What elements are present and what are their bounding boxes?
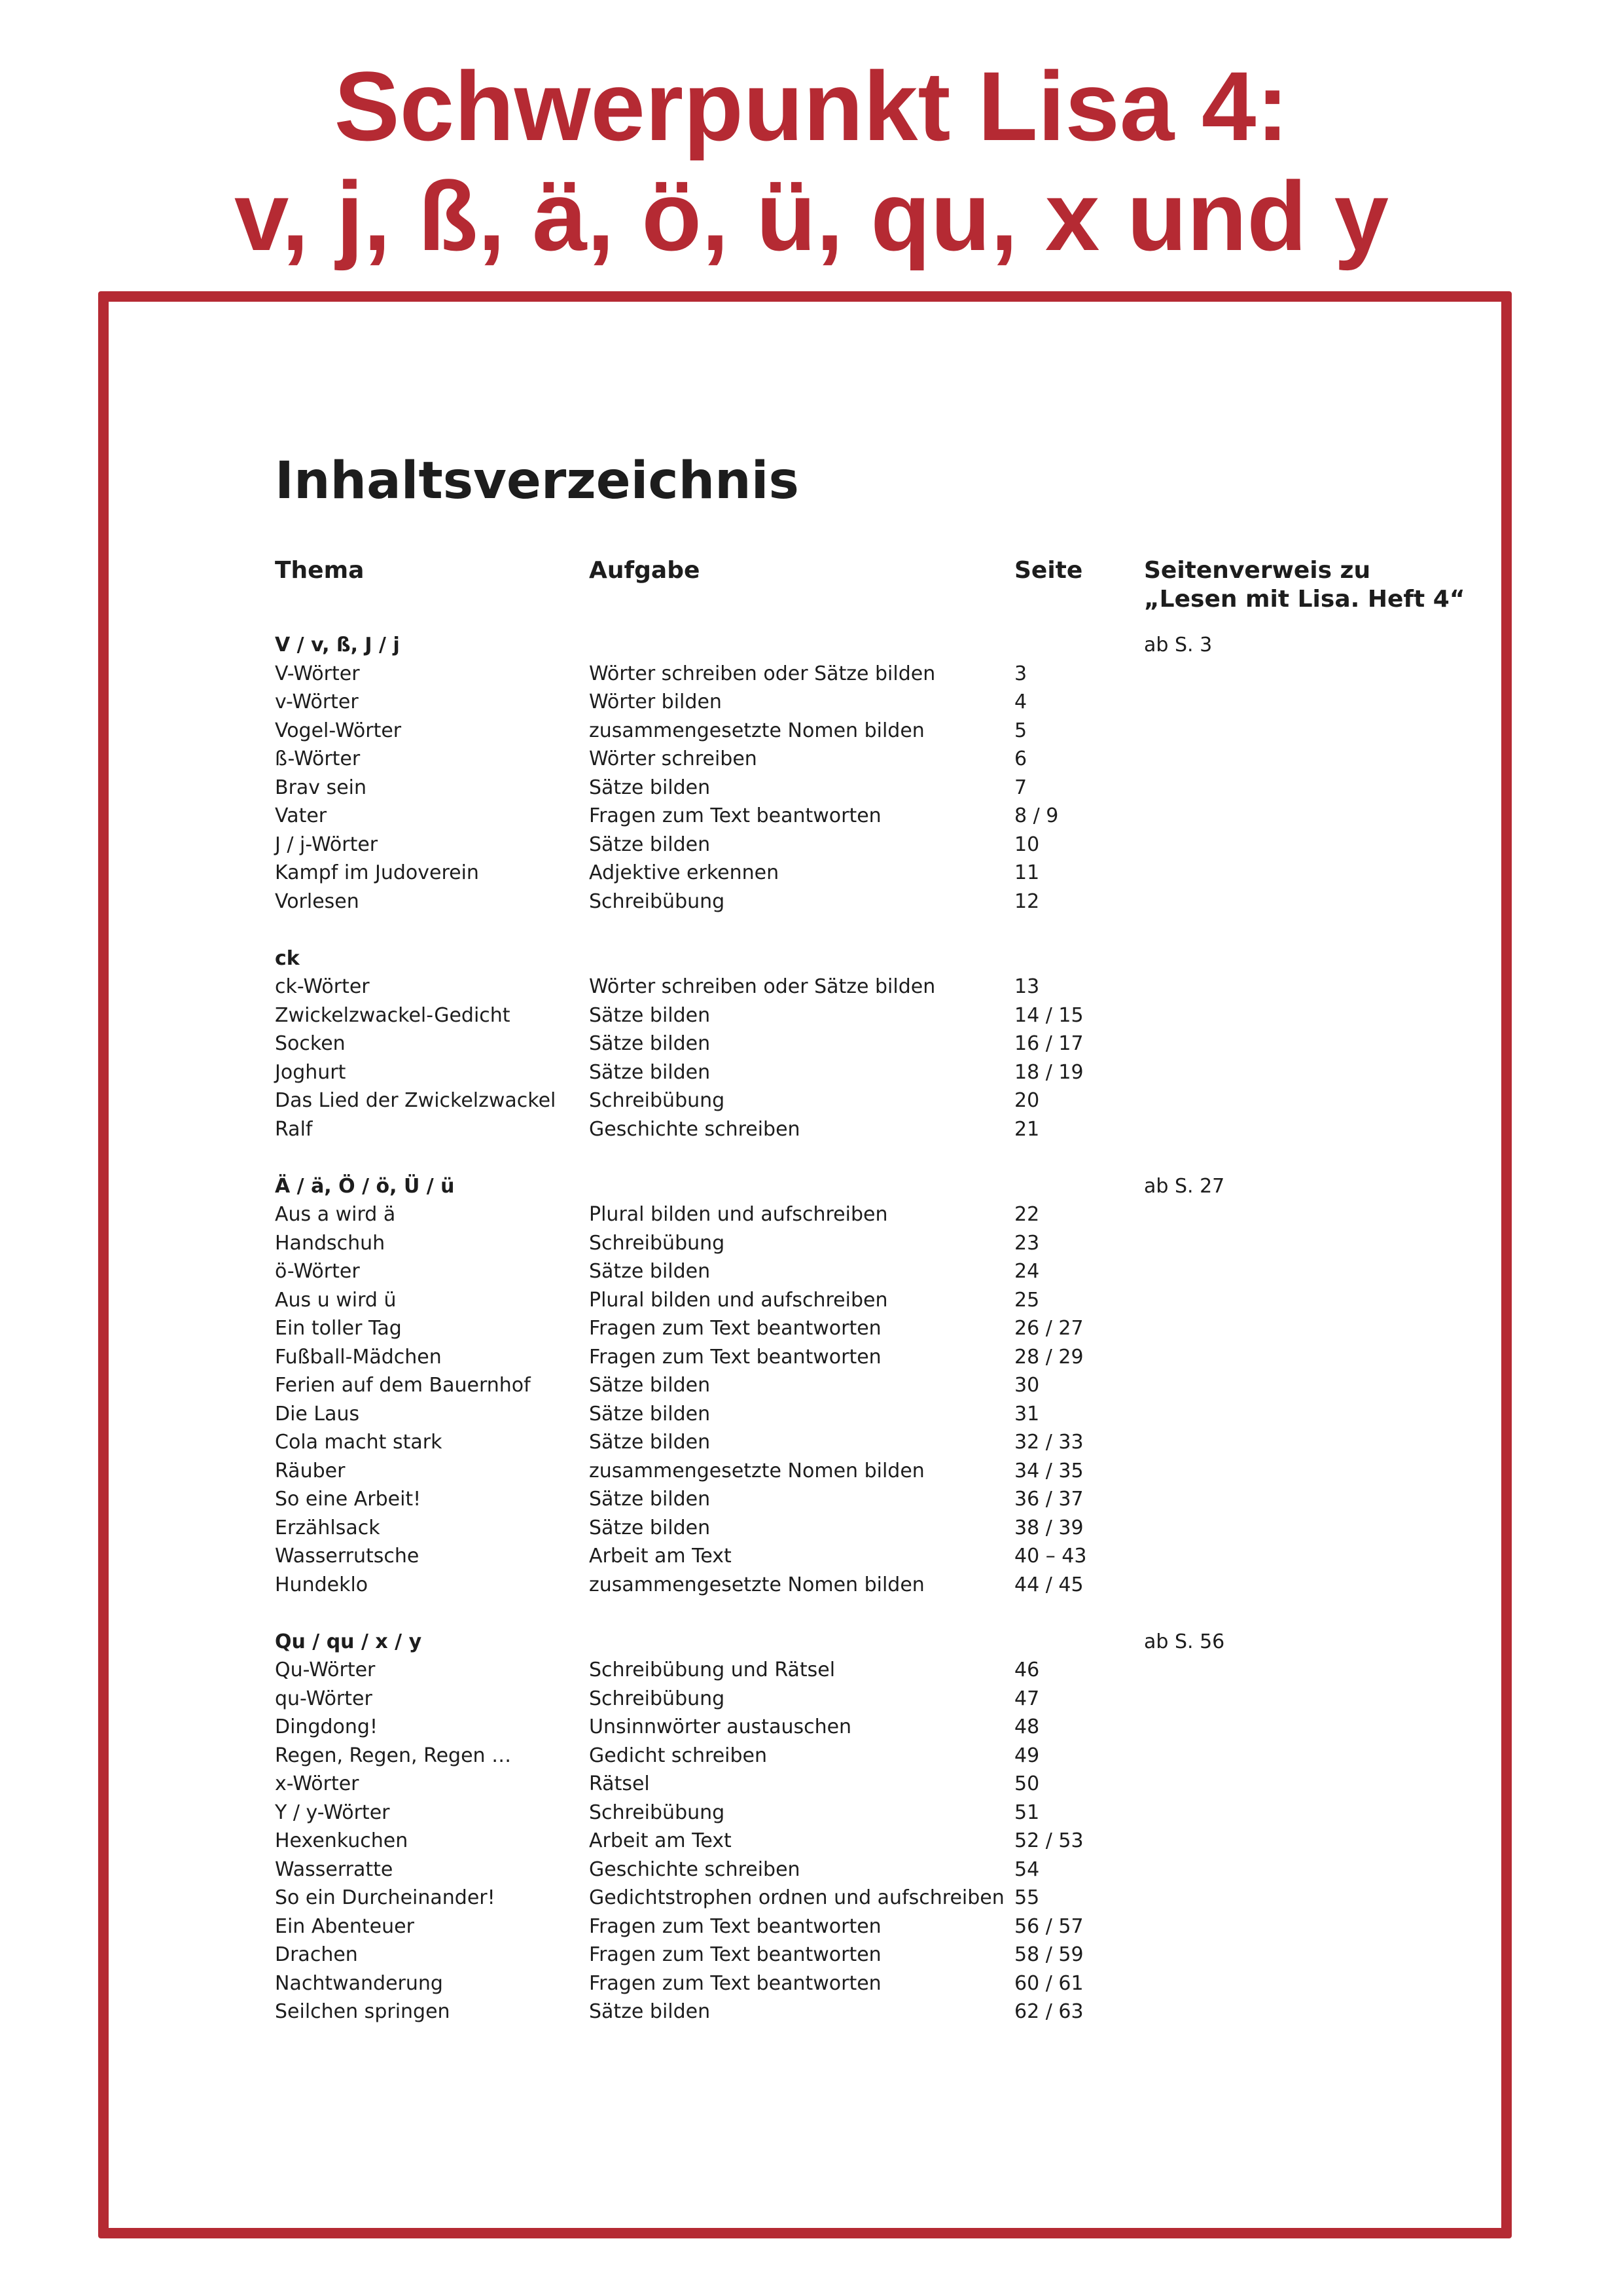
toc-row: [275, 1742, 1453, 1770]
row-aufgabe: Wörter schreiben oder Sätze bilden: [589, 975, 936, 998]
row-seite: 56 / 57: [1014, 1914, 1084, 1938]
toc-row: [275, 1086, 1453, 1115]
row-seite: 12: [1014, 889, 1040, 913]
row-seite: 8 / 9: [1014, 804, 1059, 827]
row-seite: 5: [1014, 719, 1027, 742]
row-aufgabe: Fragen zum Text beantworten: [589, 1943, 882, 1966]
row-aufgabe: Wörter bilden: [589, 691, 722, 713]
row-seite: 40 – 43: [1014, 1545, 1087, 1568]
row-seite: 44 / 45: [1014, 1573, 1084, 1596]
row-aufgabe: Geschichte schreiben: [589, 1857, 800, 1881]
column-header-seitenverweis-line-1: Seitenverweis zu: [1144, 557, 1371, 584]
row-thema: Dingdong!: [275, 1715, 378, 1738]
row-thema: Handschuh: [275, 1231, 385, 1255]
row-aufgabe: Rätsel: [589, 1772, 650, 1795]
row-thema: v-Wörter: [275, 691, 359, 713]
row-seite: 32 / 33: [1014, 1431, 1084, 1454]
toc-title: Inhaltsverzeichnis: [275, 452, 799, 511]
row-aufgabe: Schreibübung: [589, 1801, 725, 1824]
row-seite: 10: [1014, 833, 1040, 856]
column-header-aufgabe: Aufgabe: [589, 557, 700, 584]
row-aufgabe: Plural bilden und aufschreiben: [589, 1203, 888, 1226]
row-seite: 18 / 19: [1014, 1060, 1084, 1084]
toc-row: [275, 1485, 1453, 1514]
toc-row: [275, 802, 1453, 831]
row-aufgabe: Sätze bilden: [589, 2000, 711, 2023]
row-aufgabe: Sätze bilden: [589, 1060, 711, 1084]
row-thema: So ein Durcheinander!: [275, 1886, 495, 1909]
row-thema: J / j-Wörter: [275, 833, 378, 856]
row-aufgabe: Adjektive erkennen: [589, 861, 779, 884]
row-aufgabe: Fragen zum Text beantworten: [589, 804, 882, 827]
toc-section-header: [275, 1172, 1453, 1201]
section-reference: ab S. 27: [1144, 1174, 1225, 1198]
toc-row: [275, 973, 1453, 1001]
row-thema: Fußball-Mädchen: [275, 1345, 442, 1369]
row-thema: qu-Wörter: [275, 1687, 372, 1710]
row-thema: Das Lied der Zwickelzwackel: [275, 1089, 556, 1112]
row-aufgabe: Gedichtstrophen ordnen und aufschreiben: [589, 1886, 1005, 1909]
row-seite: 3: [1014, 662, 1027, 685]
toc-row: [275, 1912, 1453, 1941]
row-seite: 30: [1014, 1374, 1040, 1397]
row-aufgabe: Sätze bilden: [589, 833, 711, 856]
toc-row: [275, 1514, 1453, 1543]
row-thema: Aus a wird ä: [275, 1203, 396, 1226]
row-thema: Nachtwanderung: [275, 1971, 443, 1995]
row-aufgabe: zusammengesetzte Nomen bilden: [589, 1459, 925, 1482]
row-seite: 7: [1014, 776, 1027, 799]
row-thema: Räuber: [275, 1459, 346, 1482]
row-seite: 46: [1014, 1659, 1040, 1681]
row-seite: 55: [1014, 1886, 1040, 1909]
row-thema: Drachen: [275, 1943, 358, 1966]
toc-row: [275, 1115, 1453, 1144]
toc-row: [275, 1200, 1453, 1229]
row-aufgabe: Arbeit am Text: [589, 1829, 732, 1852]
row-seite: 54: [1014, 1857, 1040, 1881]
row-seite: 6: [1014, 747, 1027, 770]
row-thema: Qu-Wörter: [275, 1659, 376, 1681]
row-seite: 13: [1014, 975, 1040, 998]
row-aufgabe: Geschichte schreiben: [589, 1117, 800, 1141]
toc-row: [275, 1799, 1453, 1827]
toc-row: [275, 1030, 1453, 1058]
toc-row: [275, 1856, 1453, 1884]
toc-section-header: [275, 1628, 1453, 1657]
row-thema: So eine Arbeit!: [275, 1488, 421, 1511]
row-aufgabe: Sätze bilden: [589, 1516, 711, 1539]
row-seite: 36 / 37: [1014, 1488, 1084, 1511]
toc-row: [275, 660, 1453, 689]
row-seite: 20: [1014, 1089, 1040, 1112]
section-title: Ä / ä, Ö / ö, Ü / ü: [275, 1174, 455, 1198]
toc-row: [275, 1713, 1453, 1742]
row-aufgabe: Schreibübung: [589, 1231, 725, 1255]
row-thema: Ferien auf dem Bauernhof: [275, 1374, 531, 1397]
row-aufgabe: Arbeit am Text: [589, 1545, 732, 1568]
toc-row: [275, 1969, 1453, 1998]
row-seite: 51: [1014, 1801, 1040, 1824]
toc-row: [275, 1343, 1453, 1372]
row-seite: 16 / 17: [1014, 1032, 1084, 1055]
row-thema: Socken: [275, 1032, 346, 1055]
row-seite: 38 / 39: [1014, 1516, 1084, 1539]
row-seite: 26 / 27: [1014, 1317, 1084, 1340]
row-thema: Vater: [275, 804, 327, 827]
toc-section-header: [275, 631, 1453, 660]
section-title: V / v, ß, J / j: [275, 634, 400, 656]
column-header-seite: Seite: [1014, 557, 1083, 584]
toc-row: [275, 1428, 1453, 1457]
row-aufgabe: Gedicht schreiben: [589, 1744, 768, 1767]
row-seite: 24: [1014, 1260, 1040, 1283]
toc-row: [275, 1058, 1453, 1087]
section-spacer: [275, 916, 1453, 944]
row-aufgabe: Sätze bilden: [589, 1003, 711, 1027]
section-spacer: [275, 1143, 1453, 1172]
row-seite: 48: [1014, 1715, 1040, 1738]
toc-row: [275, 1286, 1453, 1315]
toc-row: [275, 1314, 1453, 1343]
row-seite: 21: [1014, 1117, 1040, 1141]
toc-row: [275, 1656, 1453, 1685]
row-thema: Joghurt: [275, 1060, 346, 1084]
toc-row: [275, 688, 1453, 717]
toc-row: [275, 1941, 1453, 1969]
row-aufgabe: Sätze bilden: [589, 776, 711, 799]
headline-line-1: Schwerpunkt Lisa 4:: [334, 51, 1289, 161]
toc-row: [275, 1257, 1453, 1286]
row-seite: 34 / 35: [1014, 1459, 1084, 1482]
row-thema: Zwickelzwackel-Gedicht: [275, 1003, 510, 1027]
row-aufgabe: Unsinnwörter austauschen: [589, 1715, 852, 1738]
section-reference: ab S. 56: [1144, 1630, 1225, 1653]
toc-row: [275, 831, 1453, 859]
row-aufgabe: Schreibübung: [589, 889, 725, 913]
row-seite: 52 / 53: [1014, 1829, 1084, 1852]
row-aufgabe: Sätze bilden: [589, 1431, 711, 1454]
row-thema: ck-Wörter: [275, 975, 370, 998]
row-thema: Cola macht stark: [275, 1431, 442, 1454]
headline-line-2: v, j, ß, ä, ö, ü, qu, x und y: [234, 161, 1389, 271]
column-header-seitenverweis-line-2: „Lesen mit Lisa. Heft 4“: [1144, 586, 1465, 613]
toc-row: [275, 888, 1453, 916]
row-thema: Wasserrutsche: [275, 1545, 419, 1568]
row-thema: Erzählsack: [275, 1516, 380, 1539]
toc-row: [275, 1457, 1453, 1486]
row-aufgabe: Sätze bilden: [589, 1488, 711, 1511]
row-seite: 62 / 63: [1014, 2000, 1084, 2023]
row-seite: 23: [1014, 1231, 1040, 1255]
row-seite: 14 / 15: [1014, 1003, 1084, 1027]
row-seite: 22: [1014, 1203, 1040, 1226]
row-aufgabe: Wörter schreiben oder Sätze bilden: [589, 662, 936, 685]
row-thema: Kampf im Judoverein: [275, 861, 479, 884]
row-aufgabe: Schreibübung: [589, 1089, 725, 1112]
toc-row: [275, 774, 1453, 802]
toc-row: [275, 1770, 1453, 1799]
row-aufgabe: zusammengesetzte Nomen bilden: [589, 1573, 925, 1596]
row-thema: Vogel-Wörter: [275, 719, 402, 742]
row-aufgabe: Wörter schreiben: [589, 747, 757, 770]
toc-row: [275, 717, 1453, 745]
toc-row: [275, 1998, 1453, 2026]
toc-section-header: [275, 944, 1453, 973]
row-aufgabe: Schreibübung: [589, 1687, 725, 1710]
row-seite: 31: [1014, 1402, 1040, 1426]
toc-row: [275, 745, 1453, 774]
toc-row: [275, 1001, 1453, 1030]
row-thema: ö-Wörter: [275, 1260, 360, 1283]
row-aufgabe: Sätze bilden: [589, 1402, 711, 1426]
row-aufgabe: Sätze bilden: [589, 1260, 711, 1283]
row-seite: 49: [1014, 1744, 1040, 1767]
toc-row: [275, 859, 1453, 888]
row-seite: 4: [1014, 691, 1027, 713]
row-seite: 25: [1014, 1288, 1040, 1312]
row-aufgabe: Sätze bilden: [589, 1032, 711, 1055]
row-seite: 28 / 29: [1014, 1345, 1084, 1369]
row-thema: Hexenkuchen: [275, 1829, 408, 1852]
row-aufgabe: zusammengesetzte Nomen bilden: [589, 719, 925, 742]
row-thema: Ralf: [275, 1117, 313, 1141]
row-thema: Ein Abenteuer: [275, 1914, 414, 1938]
toc-row: [275, 1685, 1453, 1713]
row-thema: Regen, Regen, Regen …: [275, 1744, 512, 1767]
toc-row: [275, 1827, 1453, 1856]
row-thema: Ein toller Tag: [275, 1317, 402, 1340]
row-thema: x-Wörter: [275, 1772, 359, 1795]
section-title: Qu / qu / x / y: [275, 1630, 422, 1653]
row-thema: Hundeklo: [275, 1573, 368, 1596]
row-thema: Vorlesen: [275, 889, 359, 913]
row-aufgabe: Fragen zum Text beantworten: [589, 1914, 882, 1938]
row-seite: 58 / 59: [1014, 1943, 1084, 1966]
row-aufgabe: Sätze bilden: [589, 1374, 711, 1397]
row-aufgabe: Plural bilden und aufschreiben: [589, 1288, 888, 1312]
toc-list: [275, 631, 1453, 2026]
section-spacer: [275, 1599, 1453, 1628]
row-thema: Die Laus: [275, 1402, 360, 1426]
row-aufgabe: Schreibübung und Rätsel: [589, 1659, 836, 1681]
row-thema: Y / y-Wörter: [275, 1801, 390, 1824]
page-headline: [0, 51, 1623, 271]
row-thema: Wasserratte: [275, 1857, 393, 1881]
toc-row: [275, 1371, 1453, 1400]
section-title: ck: [275, 946, 300, 970]
row-thema: V-Wörter: [275, 662, 360, 685]
row-seite: 11: [1014, 861, 1040, 884]
row-seite: 60 / 61: [1014, 1971, 1084, 1995]
row-thema: Brav sein: [275, 776, 367, 799]
toc-row: [275, 1571, 1453, 1600]
row-seite: 47: [1014, 1687, 1040, 1710]
column-header-seitenverweis: [1144, 556, 1465, 614]
row-thema: ß-Wörter: [275, 747, 361, 770]
row-aufgabe: Fragen zum Text beantworten: [589, 1971, 882, 1995]
row-aufgabe: Fragen zum Text beantworten: [589, 1317, 882, 1340]
toc-row: [275, 1542, 1453, 1571]
row-thema: Seilchen springen: [275, 2000, 450, 2023]
section-reference: ab S. 3: [1144, 634, 1213, 656]
row-aufgabe: Fragen zum Text beantworten: [589, 1345, 882, 1369]
toc-row: [275, 1229, 1453, 1258]
toc-row: [275, 1400, 1453, 1429]
column-header-thema: Thema: [275, 557, 365, 584]
toc-row: [275, 1884, 1453, 1912]
row-seite: 50: [1014, 1772, 1040, 1795]
row-thema: Aus u wird ü: [275, 1288, 397, 1312]
